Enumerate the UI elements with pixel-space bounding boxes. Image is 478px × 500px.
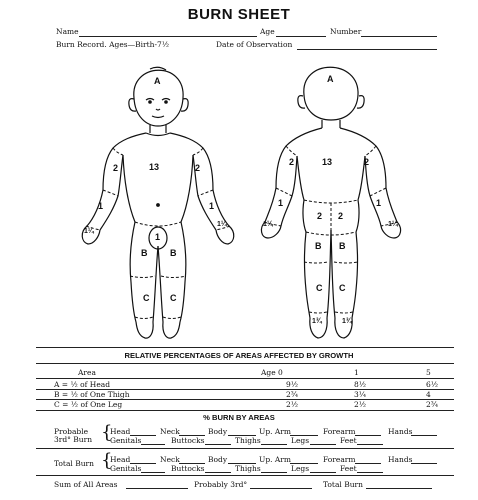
probable-legs-field[interactable] <box>310 435 336 445</box>
thighs-label: Thighs <box>235 464 261 473</box>
burn-record-label: Burn Record. Ages—Birth-7½ <box>56 40 170 49</box>
total-burn-label: Total Burn <box>54 459 94 468</box>
table-cell: 2½ <box>286 400 299 409</box>
column-header-age5: 5 <box>426 368 431 377</box>
probable-body-field[interactable] <box>228 426 256 436</box>
name-label: Name <box>56 27 79 36</box>
back-thigh-left-label: B <box>315 241 322 251</box>
total-burn-footer-field[interactable] <box>366 479 432 489</box>
table-row-area: A = ½ of Head <box>54 380 111 389</box>
divider <box>36 363 454 364</box>
front-head-label: A <box>154 76 161 86</box>
probable-label: Probable <box>54 427 89 436</box>
hands-label: Hands <box>388 455 413 464</box>
back-forearm-right-label: 1 <box>376 198 382 208</box>
back-upper-arm-left-label: 2 <box>289 157 295 167</box>
legs-label: Legs <box>291 436 310 445</box>
back-foot-right-label: 1¾ <box>342 318 352 325</box>
probably-3rd-field[interactable] <box>250 479 312 489</box>
burn-areas-heading: % BURN BY AREAS <box>203 413 275 422</box>
buttocks-label: Buttocks <box>171 436 205 445</box>
probable-thighs-field[interactable] <box>261 435 287 445</box>
table-cell: 2¾ <box>426 400 439 409</box>
back-leg-right-label: C <box>339 283 346 293</box>
front-leg-right-label: C <box>170 293 177 303</box>
sum-all-areas-field[interactable] <box>126 479 188 489</box>
column-header-age1: 1 <box>354 368 359 377</box>
growth-table-heading: RELATIVE PERCENTAGES OF AREAS AFFECTED BY GROWTH <box>124 351 354 360</box>
forearm-label: Forearm <box>323 427 356 436</box>
back-forearm-left-label: 1 <box>278 198 284 208</box>
front-upper-arm-right-label: 2 <box>195 163 201 173</box>
genitals-label: Genitals <box>110 436 142 445</box>
back-buttock-right-label: 2 <box>338 211 344 221</box>
neck-label: Neck <box>160 455 180 464</box>
front-thigh-left-label: B <box>141 248 148 258</box>
head-label: Head <box>110 455 131 464</box>
brace-icon: { <box>101 450 113 471</box>
sum-all-areas-label: Sum of All Areas <box>54 480 118 489</box>
probable-buttocks-field[interactable] <box>205 435 231 445</box>
up-arm-label: Up. Arm <box>259 427 292 436</box>
table-row-area: C = ½ of One Leg <box>54 400 123 409</box>
page-title: BURN SHEET <box>187 6 291 23</box>
probable-hands-field[interactable] <box>411 426 437 436</box>
table-cell: 9½ <box>286 380 299 389</box>
total-buttocks-field[interactable] <box>205 463 231 473</box>
table-cell: 2¾ <box>286 390 299 399</box>
back-thigh-right-label: B <box>339 241 346 251</box>
back-buttock-left-label: 2 <box>317 211 323 221</box>
buttocks-label: Buttocks <box>171 464 205 473</box>
feet-label: Feet <box>340 436 357 445</box>
probable-genitals-field[interactable] <box>141 435 165 445</box>
back-head-label: A <box>327 74 334 84</box>
column-header-area: Area <box>78 368 96 377</box>
hands-label: Hands <box>388 427 413 436</box>
probable-feet-field[interactable] <box>357 435 383 445</box>
table-cell: 4 <box>426 390 431 399</box>
back-trunk-label: 13 <box>322 157 333 167</box>
back-foot-left-label: 1¾ <box>312 318 322 325</box>
divider <box>36 378 454 379</box>
total-legs-field[interactable] <box>310 463 336 473</box>
probably-3rd-label: Probably 3rd° <box>194 480 248 489</box>
observation-date-label: Date of Observation <box>216 40 293 49</box>
column-header-age0: Age 0 <box>261 368 283 377</box>
table-cell: 2½ <box>354 400 367 409</box>
table-cell: 6½ <box>426 380 439 389</box>
forearm-label: Forearm <box>323 455 356 464</box>
table-cell: 3¼ <box>354 390 367 399</box>
probable-neck-field[interactable] <box>179 426 205 436</box>
total-neck-field[interactable] <box>179 454 205 464</box>
front-genitals-label: 1 <box>155 232 161 242</box>
neck-label: Neck <box>160 427 180 436</box>
feet-label: Feet <box>340 464 357 473</box>
divider <box>36 410 454 411</box>
divider <box>36 448 454 449</box>
front-hand-left-label: 1¼ <box>84 228 94 235</box>
divider <box>36 475 454 476</box>
head-label: Head <box>110 427 131 436</box>
front-thigh-right-label: B <box>170 248 177 258</box>
total-burn-footer-label: Total Burn <box>323 480 363 489</box>
front-forearm-right-label: 1 <box>209 201 215 211</box>
number-label: Number <box>330 27 362 36</box>
probable-label-2: 3rd° Burn <box>54 435 93 444</box>
table-cell: 8½ <box>354 380 367 389</box>
total-body-field[interactable] <box>228 454 256 464</box>
front-forearm-left-label: 1 <box>98 201 104 211</box>
genitals-label: Genitals <box>110 464 142 473</box>
thighs-label: Thighs <box>235 436 261 445</box>
front-upper-arm-left-label: 2 <box>113 163 119 173</box>
divider <box>36 347 454 348</box>
front-leg-left-label: C <box>143 293 150 303</box>
front-hand-right-label: 1¼ <box>217 221 227 228</box>
total-genitals-field[interactable] <box>141 463 165 473</box>
body-label: Body <box>208 455 228 464</box>
back-hand-right-label: 1¼ <box>388 221 398 228</box>
age-label: Age <box>260 27 275 36</box>
total-feet-field[interactable] <box>357 463 383 473</box>
body-label: Body <box>208 427 228 436</box>
back-upper-arm-right-label: 2 <box>364 157 370 167</box>
brace-icon: { <box>101 422 113 443</box>
legs-label: Legs <box>291 464 310 473</box>
front-trunk-label: 13 <box>149 162 160 172</box>
table-row-area: B = ½ of One Thigh <box>54 390 130 399</box>
up-arm-label: Up. Arm <box>259 455 292 464</box>
back-hand-left-label: 1¼ <box>263 221 273 228</box>
total-hands-field[interactable] <box>411 454 437 464</box>
back-leg-left-label: C <box>316 283 323 293</box>
total-thighs-field[interactable] <box>261 463 287 473</box>
